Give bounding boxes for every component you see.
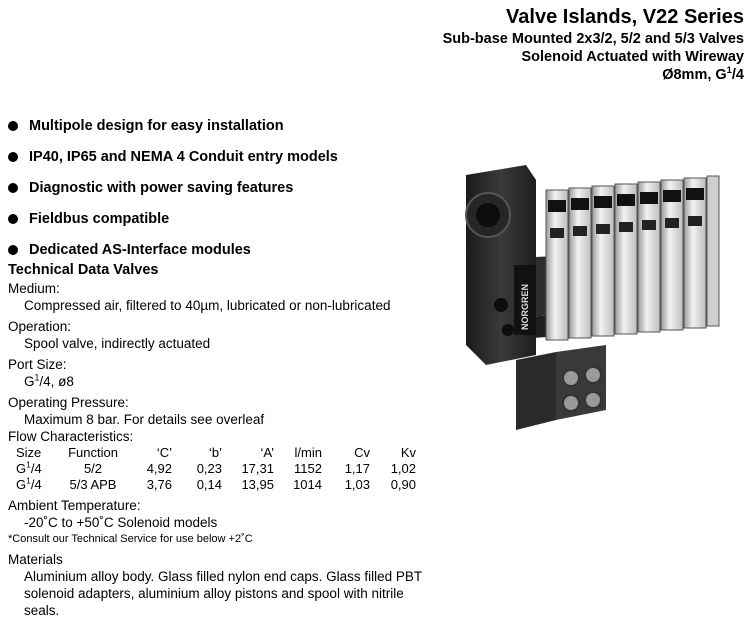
subtitle-size-text: Ø8mm, G xyxy=(662,67,727,83)
port-icon xyxy=(494,298,508,312)
feature-list xyxy=(8,110,338,265)
flow-cv-cell: 1,17 xyxy=(344,461,370,476)
size-text: G xyxy=(16,461,27,476)
technical-data xyxy=(8,262,428,619)
flow-characteristics-label: Flow Characteristics: xyxy=(8,429,134,444)
page-title: Valve Islands, V22 Series xyxy=(506,6,744,28)
size-sup: 1 xyxy=(26,475,31,486)
flow-header-cell: Function xyxy=(68,445,118,460)
size-tail: /4 xyxy=(30,477,42,492)
port-size-label: Port Size: xyxy=(8,357,67,372)
push-fitting-icon xyxy=(585,392,601,408)
bullet-icon xyxy=(8,245,18,255)
flow-header-cell: ‘A’ xyxy=(260,445,274,460)
flow-header-cell: l/min xyxy=(294,445,322,460)
flow-function-cell: 5/3 APB xyxy=(69,477,117,492)
size-sup: 1 xyxy=(26,459,31,470)
flow-table-header xyxy=(10,445,416,461)
flow-lmin-cell: 1152 xyxy=(294,461,322,476)
push-fitting-icon xyxy=(563,370,579,386)
feature-item xyxy=(8,141,338,172)
flow-header-cell: ‘C’ xyxy=(156,445,172,460)
subtitle-line-2: Solenoid Actuated with Wireway xyxy=(521,49,744,65)
valve-module xyxy=(569,188,591,338)
medium-value: Compressed air, filtered to 40µm, lubricated or non-lubricated xyxy=(24,298,391,313)
flow-lmin-cell: 1014 xyxy=(293,477,322,492)
bullet-icon xyxy=(8,152,18,162)
technical-data-title: Technical Data Valves xyxy=(8,262,159,278)
feature-item xyxy=(8,110,338,141)
flow-header-cell: Kv xyxy=(400,445,416,460)
subtitle-size-sup: 1 xyxy=(726,64,732,76)
port-icon xyxy=(502,324,514,336)
feature-text: Dedicated AS-Interface modules xyxy=(29,241,251,258)
size-text: G xyxy=(16,477,27,492)
flow-table xyxy=(10,445,416,493)
flow-header-cell: Size xyxy=(16,445,42,460)
flow-kv-cell: 0,90 xyxy=(390,477,416,492)
port-size-text: G xyxy=(24,374,35,389)
table-row xyxy=(10,461,416,477)
table-row xyxy=(10,477,416,493)
flow-header-cell: Cv xyxy=(354,445,370,460)
outlet-block xyxy=(516,352,556,430)
flow-size-cell xyxy=(10,461,56,477)
bullet-icon xyxy=(8,183,18,193)
operation-label: Operation: xyxy=(8,319,72,334)
port-size-tail: /4, ø8 xyxy=(39,374,74,389)
flow-c-cell: 3,76 xyxy=(146,477,172,492)
valve-module xyxy=(546,190,568,340)
valve-module xyxy=(615,184,637,334)
valve-island-photo xyxy=(446,120,742,440)
flow-b-cell: 0,14 xyxy=(196,477,222,492)
flow-a-cell: 17,31 xyxy=(241,461,274,476)
feature-item xyxy=(8,172,338,203)
feature-item xyxy=(8,234,338,265)
bullet-icon xyxy=(8,214,18,224)
subtitle-line-1: Sub-base Mounted 2x3/2, 5/2 and 5/3 Valves xyxy=(442,31,744,47)
operating-pressure-label: Operating Pressure: xyxy=(8,395,129,410)
feature-text: IP40, IP65 and NEMA 4 Conduit entry models xyxy=(29,148,338,165)
ambient-temperature-label: Ambient Temperature: xyxy=(8,498,141,513)
valve-module xyxy=(592,186,614,336)
flow-c-cell: 4,92 xyxy=(146,461,172,476)
ambient-footnote: *Consult our Technical Service for use below +2˚C xyxy=(8,533,253,545)
valve-module xyxy=(661,180,683,330)
end-plate xyxy=(707,176,719,326)
feature-text: Diagnostic with power saving features xyxy=(29,179,294,196)
conduit-hole-icon xyxy=(476,203,500,227)
operating-pressure-value: Maximum 8 bar. For details see overleaf xyxy=(24,412,265,427)
valve-stack xyxy=(546,176,719,340)
push-fitting-icon xyxy=(563,395,579,411)
flow-size-cell xyxy=(10,477,56,493)
medium-label: Medium: xyxy=(8,281,60,296)
flow-cv-cell: 1,03 xyxy=(344,477,370,492)
feature-item xyxy=(8,203,338,234)
flow-kv-cell: 1,02 xyxy=(390,461,416,476)
port-size-sup: 1 xyxy=(34,372,40,383)
brand-text: NORGREN xyxy=(520,283,530,330)
operation-value: Spool valve, indirectly actuated xyxy=(24,336,211,351)
subtitle-line-3 xyxy=(443,66,744,84)
flow-function-cell: 5/2 xyxy=(83,461,103,476)
flow-header-cell: ‘b’ xyxy=(208,445,222,460)
push-fitting-icon xyxy=(585,367,601,383)
materials-value: Aluminium alloy body. Glass filled nylon end caps. Glass filled PBT solenoid adapters, aluminium alloy pistons and spool with nitrile seals. xyxy=(24,569,422,618)
ambient-temperature-value: -20˚C to +50˚C Solenoid models xyxy=(24,515,218,530)
flow-a-cell: 13,95 xyxy=(241,477,274,492)
size-tail: /4 xyxy=(30,461,42,476)
port-size-value xyxy=(8,373,428,390)
feature-text: Fieldbus compatible xyxy=(29,210,170,227)
valve-module xyxy=(684,178,706,328)
materials-label: Materials xyxy=(8,552,63,567)
valve-module xyxy=(638,182,660,332)
subtitle-size-tail: /4 xyxy=(731,67,744,83)
flow-b-cell: 0,23 xyxy=(196,461,222,476)
feature-text: Multipole design for easy installation xyxy=(29,117,284,134)
bullet-icon xyxy=(8,121,18,131)
page-header xyxy=(443,4,744,84)
